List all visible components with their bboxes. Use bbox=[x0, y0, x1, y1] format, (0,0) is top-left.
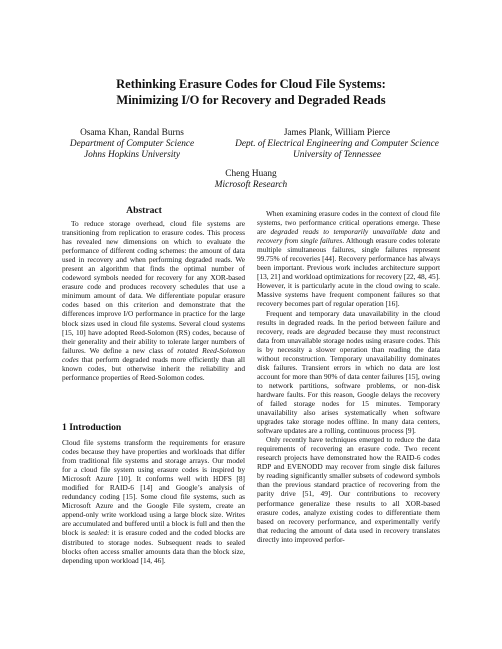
author-institution: Johns Hopkins University bbox=[83, 150, 181, 161]
abstract-body bbox=[62, 219, 245, 382]
author-names: Cheng Huang bbox=[225, 169, 277, 179]
author-institution: University of Tennessee bbox=[293, 150, 381, 161]
author-block-utk bbox=[212, 128, 462, 162]
author-dept: Dept. of Electrical Engineering and Computer Science bbox=[235, 139, 439, 150]
author-dept: Department of Computer Science bbox=[69, 139, 195, 150]
right-paragraph-3: Only recently have techniques emerged to reduce the data requirements of recovering an erasure code. Two recent research projects have demonstrated how the RAID-6 codes RDP and EVENODD may recover from single disk failures by reading significantly smaller subsets of codeword symbols than the previous standard practice of recovering from the parity drive [51, 49]. Our contributions to recovery performance generalize these results to all XOR-based erasure codes, analyze existing codes to differentiate them based on recovery performance, and experimentally verify that reducing the amount of data used in recovery translates directly into improved perfor- bbox=[257, 435, 440, 544]
author-institution: Microsoft Research bbox=[214, 180, 288, 191]
abstract-paragraph: To reduce storage overhead, cloud file systems are transitioning from replication to erasure codes. This process has revealed new dimensions on which to evaluate the performance of different coding schemes: the amount of data used in recovery and when performing degraded reads. We present an algorithm that finds the optimal number of codeword symbols needed for recovery for any XOR-based erasure code and produces recovery schedules that use a minimum amount of data. We differentiate popular erasure codes based on this criterion and demonstrate that the differences improve I/O performance in practice for the large block sizes used in cloud file systems. Several cloud systems [15, 10] have adopted Reed-Solomon (RS) codes, because of their generality and their ability to tolerate larger numbers of failures. We define a new class of rotated Reed-Solomon codes that perform degraded reads more efficiently than all known codes, but otherwise inherit the reliability and performance properties of Reed-Solomon codes. bbox=[62, 219, 245, 382]
title-line-2: Minimizing I/O for Recovery and Degraded Reads bbox=[116, 93, 386, 107]
right-paragraph-2: Frequent and temporary data unavailability in the cloud results in degraded reads. In the period between failure and recovery, reads are degraded because they must reconstruct data from unavailable storage nodes using erasure codes. This is by necessity a slower operation than reading the data without reconstruction. Temporary unavailability dominates disk failures. Transient errors in which no data are lost account for more than 90% of data center failures [15], owing to network partitions, software problems, or non-disk hardware faults. For this reason, Google delays the recovery of failed storage nodes for 15 minutes. Temporary unavailability also arises systematically when software upgrades take storage nodes offline. In many data centers, software updates are a rolling, continuous process [9]. bbox=[257, 308, 440, 436]
author-block-jhu bbox=[62, 128, 202, 162]
author-names: Osama Khan, Randal Burns bbox=[80, 128, 184, 138]
author-names: James Plank, William Pierce bbox=[283, 128, 391, 138]
author-block-msr bbox=[151, 169, 351, 191]
right-paragraph-1: When examining erasure codes in the context of cloud file systems, two performance critical operations emerge. These are degraded reads to temporarily unavailable data and recovery from single failures. Although erasure codes tolerate multiple simultaneous failures, single failures represent 99.75% of recoveries [44]. Recovery performance has always been important. Previous work includes architecture support [13, 21] and workload optimizations for recovery [22, 48, 45]. However, it is particularly acute in the cloud owing to scale. Massive systems have frequent component failures so that recovery becomes part of regular operation [16]. bbox=[257, 209, 440, 309]
intro-paragraph: Cloud file systems transform the requirements for erasure codes because they have properties and workloads that differ from traditional file systems and storage arrays. Our model for a cloud file system using erasure codes is inspired by Microsoft Azure [10]. It conforms well with HDFS [8] modified for RAID-6 [14] and Google’s analysis of redundancy coding [15]. Some cloud file systems, such as Microsoft Azure and the Google File system, create an append-only write workload using a large block size. Writes are accumulated and buffered until a block is full and then the block is sealed: it is erasure coded and the coded blocks are distributed to storage nodes. Subsequent reads to sealed blocks often access smaller amounts data than the block size, depending upon workload [14, 46]. bbox=[62, 438, 245, 565]
section-heading-introduction: 1 Introduction bbox=[62, 422, 122, 433]
abstract-heading: Abstract bbox=[126, 205, 162, 216]
paper-title bbox=[0, 76, 502, 108]
title-line-1: Rethinking Erasure Codes for Cloud File Systems: bbox=[116, 77, 386, 91]
introduction-body bbox=[62, 438, 245, 565]
right-column-body bbox=[257, 209, 440, 544]
